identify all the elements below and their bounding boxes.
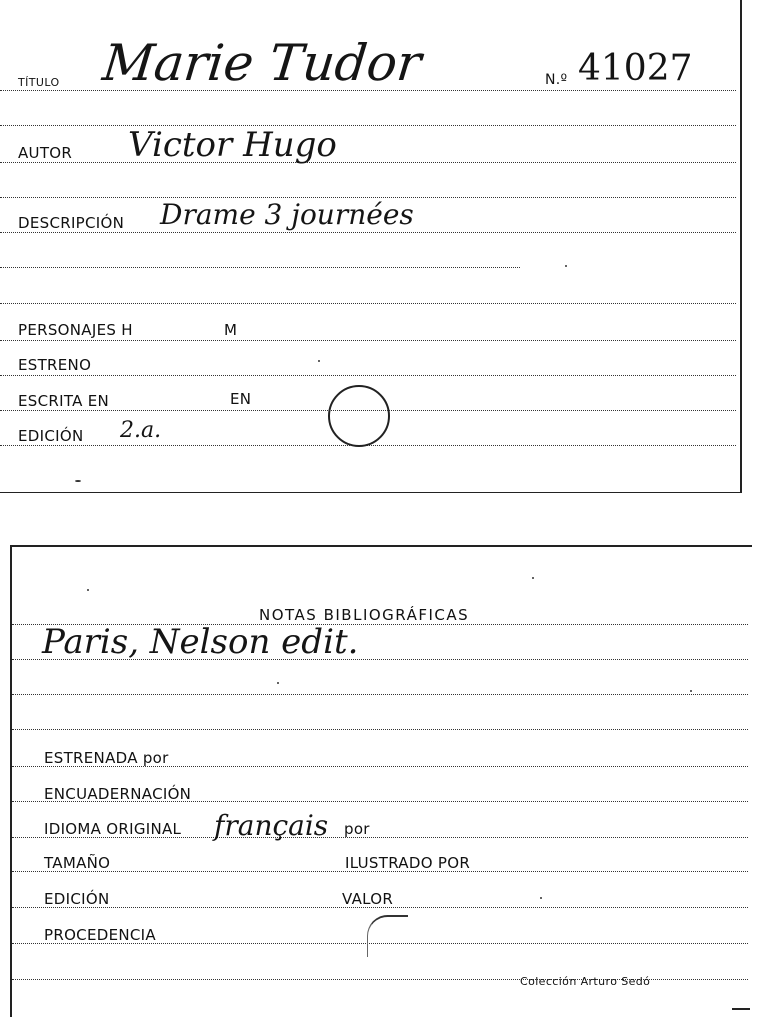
estreno-label: ESTRENO bbox=[18, 356, 92, 374]
specks bbox=[540, 897, 542, 899]
catalog-card-front bbox=[0, 0, 742, 493]
edicion-handwritten: 2.a. bbox=[120, 418, 162, 443]
ruled-line bbox=[0, 267, 520, 268]
descripcion-handwritten: Drame 3 journées bbox=[160, 198, 414, 231]
edge-mark bbox=[732, 1008, 750, 1010]
punch-hole bbox=[328, 385, 390, 447]
procedencia-label: PROCEDENCIA bbox=[44, 926, 156, 944]
autor-handwritten: Victor Hugo bbox=[128, 125, 337, 165]
specks bbox=[87, 589, 89, 591]
ruled-line bbox=[0, 375, 736, 376]
edicion-label: EDICIÓN bbox=[18, 427, 84, 445]
personajes-label: PERSONAJES H bbox=[18, 321, 133, 339]
titulo-handwritten: Marie Tudor bbox=[100, 34, 425, 92]
valor-label: VALOR bbox=[342, 890, 394, 908]
por-label: por bbox=[344, 820, 370, 838]
catalog-card-back bbox=[10, 545, 752, 1017]
encuadernacion-label: ENCUADERNACIÓN bbox=[44, 785, 192, 803]
tamano-label: TAMAÑO bbox=[44, 854, 111, 872]
edicion-back-label: EDICIÓN bbox=[44, 890, 110, 908]
titulo-label: TÍTULO bbox=[18, 76, 60, 89]
specks bbox=[318, 360, 320, 362]
ruled-line bbox=[0, 303, 736, 304]
idioma-label: IDIOMA ORIGINAL bbox=[44, 820, 182, 838]
notas-heading: NOTAS BIBLIOGRÁFICAS bbox=[259, 606, 470, 624]
ilustrado-label: ILUSTRADO POR bbox=[345, 854, 471, 872]
descripcion-label: DESCRIPCIÓN bbox=[18, 214, 125, 232]
specks bbox=[277, 682, 279, 684]
numero-handwritten: 41027 bbox=[578, 48, 693, 89]
coleccion-label: Colección Arturo Sedó bbox=[520, 975, 651, 988]
notas-handwritten: Paris, Nelson edit. bbox=[42, 622, 359, 662]
ruled-line bbox=[0, 162, 736, 163]
ruled-line bbox=[12, 729, 748, 730]
escrita-label: ESCRITA EN bbox=[18, 392, 110, 410]
ruled-line bbox=[0, 125, 736, 126]
specks bbox=[690, 690, 692, 692]
idioma-handwritten: français bbox=[214, 809, 329, 842]
punch-hole bbox=[367, 915, 408, 957]
numero-label: N.º bbox=[545, 72, 568, 88]
estrenada-label: ESTRENADA por bbox=[44, 749, 169, 767]
specks bbox=[532, 577, 534, 579]
ruled-line bbox=[12, 694, 748, 695]
specks bbox=[565, 265, 567, 267]
ruled-line bbox=[0, 340, 736, 341]
ruled-line bbox=[0, 232, 736, 233]
specks bbox=[75, 480, 81, 482]
autor-label: AUTOR bbox=[18, 144, 73, 162]
personajes-m-label: M bbox=[224, 321, 238, 339]
escrita-en-label: EN bbox=[230, 390, 252, 408]
